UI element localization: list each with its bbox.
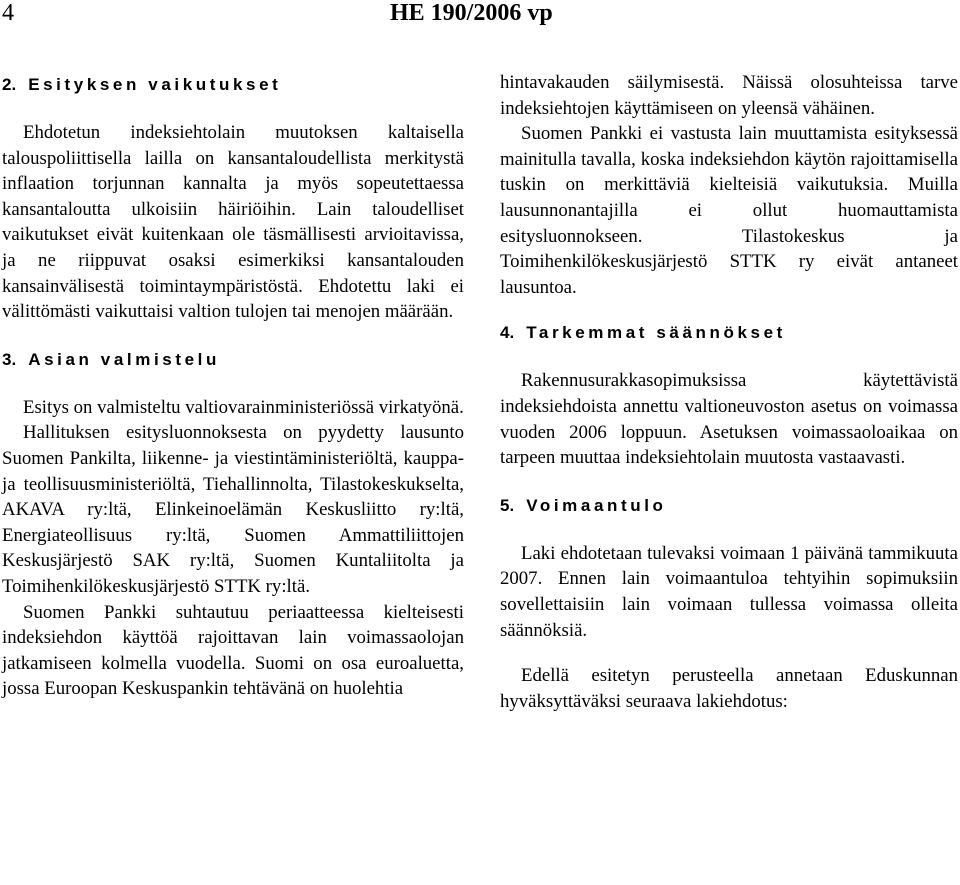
paragraph-continued: hintavakauden säilymisestä. Näissä olosuhteissa tarve indeksiehtojen käyttämiseen on yleensä vähäinen.	[500, 72, 958, 119]
section-title: Tarkemmat säännökset	[526, 323, 786, 343]
right-column	[500, 70, 958, 714]
left-column	[2, 70, 464, 702]
paragraph: Rakennusurakkasopimuksissa käytettävistä indeksiehdoista annettu valtioneuvoston asetus on voimassa vuoden 2006 loppuun. Asetuksen voimassaoloaikaa on tarpeen muuttaa indeksiehtolain muutosta vastaavasti.	[500, 370, 958, 469]
paragraph: Suomen Pankki ei vastusta lain muuttamista esityksessä mainitulla tavalla, koska indeksiehdon käytön rajoittamisella tuskin on merkittäviä kielteisiä vaikutuksia. Muilla lausunnonantajilla ei ollut huomauttamista esitysluonnokseen. Tilastokeskus ja Toimihenkilökeskusjärjestö STTK ry eivät antaneet lausuntoa.	[500, 123, 958, 298]
section-heading-2	[2, 70, 464, 100]
section-title: Esityksen vaikutukset	[28, 75, 282, 94]
page-header	[0, 0, 960, 40]
section-number: 2.	[2, 75, 17, 94]
paragraph: Ehdotetun indeksiehtolain muutoksen kaltaisella talouspoliittisella lailla on kansantaloudellista merkitystä inflaation torjunnan kannalta ja myös sopeutettaessa kansantaloutta ulkoisiin häiriöihin. Lain taloudelliset vaikutukset eivät kuitenkaan ole täsmällisesti arvioitavissa, ja ne riippuvat osaksi esimerkiksi kansantalouden kansainvälisestä toimintaympäristöstä. Ehdotettu laki ei välittömästi vaikuttaisi valtion tulojen tai menojen määrään.	[2, 122, 464, 323]
paragraph: Suomen Pankki suhtautuu periaatteessa kielteisesti indeksiehdon käyttöä rajoittavan lain voimassaolojan jatkamiseen kolmella vuodella. Suomi on osa euroaluetta, jossa Euroopan Keskuspankin tehtävänä on huolehtia	[2, 601, 464, 700]
paragraph: Hallituksen esitysluonnoksesta on pyydetty lausunto Suomen Pankilta, liikenne- ja viestintäministeriöltä, kauppa- ja teollisuusministeriöltä, Tiehallinnolta, Tilastokeskukselta, AKAVA ry:ltä, Elinkeinoelämän Keskusliitto ry:ltä, Energiateollisuus ry:ltä, Suomen Ammattiliittojen Keskusjärjestö SAK ry:ltä, Suomen Kuntaliitolta ja Toimihenkilökeskusjärjestö STTK ry:ltä.	[2, 422, 464, 597]
section-number: 3.	[2, 349, 17, 369]
section-title: Voimaantulo	[526, 495, 667, 515]
closing-paragraph: Edellä esitetyn perusteella annetaan Eduskunnan hyväksyttäväksi seuraava lakiehdotus:	[500, 665, 958, 712]
section-heading-4	[500, 318, 958, 348]
section-heading-3	[2, 345, 464, 375]
section-number: 5.	[500, 495, 515, 515]
paragraph: Esitys on valmisteltu valtiovarainministeriössä virkatyönä.	[23, 396, 464, 418]
page-number: 4	[2, 0, 14, 26]
paragraph: Laki ehdotetaan tulevaksi voimaan 1 päivänä tammikuuta 2007. Ennen lain voimaantuloa tehtyihin sopimuksiin sovellettaisiin lain voimaan tullessa voimassa olleita säännöksiä.	[500, 542, 958, 641]
section-title: Asian valmistelu	[28, 349, 220, 369]
document-id: HE 190/2006 vp	[390, 0, 553, 26]
section-heading-5	[500, 491, 958, 521]
section-number: 4.	[500, 323, 515, 343]
